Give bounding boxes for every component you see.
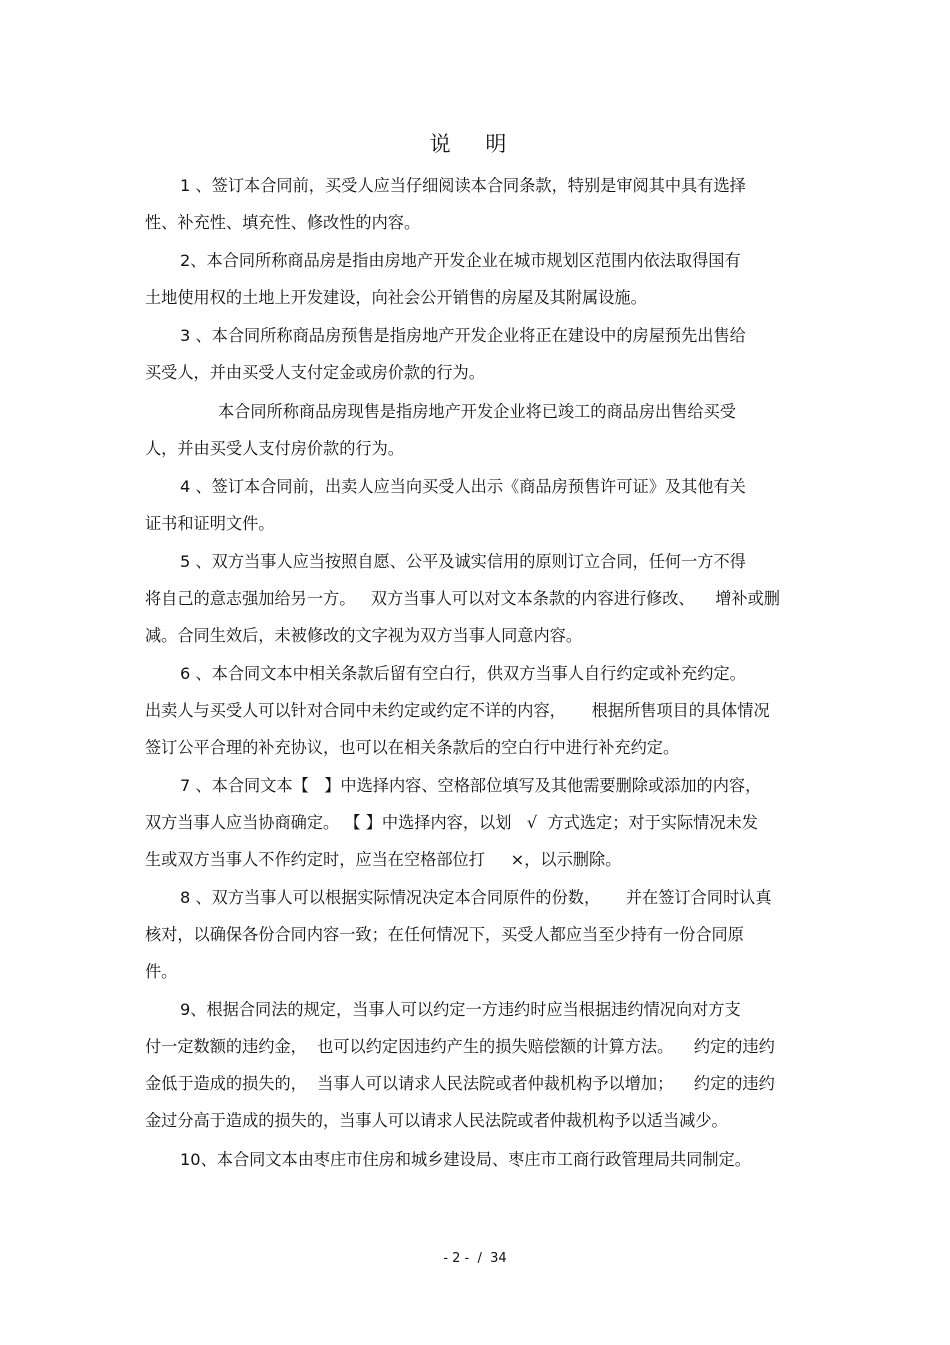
text-line: 付一定数额的违约金， 也可以约定因违约产生的损失赔偿额的计算方法。 约定的违约 [145, 1037, 775, 1056]
text-line: 签订公平合理的补充协议，也可以在相关条款后的空白行中进行补充约定。 [145, 738, 680, 757]
text-line: 证书和证明文件。 [145, 514, 275, 533]
text-line: 生或双方当事人不作约定时，应当在空格部位打 ×，以示删除。 [145, 850, 622, 869]
text-line: 4 、签订本合同前，出卖人应当向买受人出示《商品房预售许可证》及其他有关 [180, 477, 746, 496]
text-line: 1 、签订本合同前，买受人应当仔细阅读本合同条款，特别是审阅其中具有选择 [180, 176, 746, 195]
text-line: 将自己的意志强加给另一方。 双方当事人可以对文本条款的内容进行修改、 增补或删 [145, 589, 780, 608]
text-line: 2、本合同所称商品房是指由房地产开发企业在城市规划区范围内依法取得国有 [180, 251, 741, 270]
text-line: 出卖人与买受人可以针对合同中未约定或约定不详的内容， 根据所售项目的具体情况 [145, 701, 770, 720]
text-line: 减。合同生效后，未被修改的文字视为双方当事人同意内容。 [145, 626, 583, 645]
text-line: 9、根据合同法的规定，当事人可以约定一方违约时应当根据违约情况向对方支 [180, 1000, 741, 1019]
text-line: 核对，以确保各份合同内容一致；在任何情况下，买受人都应当至少持有一份合同原 [145, 925, 744, 944]
text-line: 件。 [145, 962, 178, 981]
page-title: 说 明 [429, 132, 521, 156]
text-line: 买受人，并由买受人支付定金或房价款的行为。 [145, 363, 485, 382]
text-line: 6 、本合同文本中相关条款后留有空白行，供双方当事人自行约定或补充约定。 [180, 664, 746, 683]
text-line: 土地使用权的土地上开发建设，向社会公开销售的房屋及其附属设施。 [145, 288, 647, 307]
page-number: - 2 - / 34 [443, 1251, 507, 1266]
text-line: 金过分高于造成的损失的，当事人可以请求人民法院或者仲裁机构予以适当减少。 [145, 1111, 728, 1130]
text-line: 8 、双方当事人可以根据实际情况决定本合同原件的份数， 并在签订合同时认真 [180, 888, 772, 907]
text-line: 10、本合同文本由枣庄市住房和城乡建设局、枣庄市工商行政管理局共同制定。 [180, 1150, 751, 1169]
text-line: 双方当事人应当协商确定。 【 】中选择内容，以划 √ 方式选定；对于实际情况未发 [145, 813, 758, 832]
text-line: 金低于造成的损失的， 当事人可以请求人民法院或者仲裁机构予以增加； 约定的违约 [145, 1074, 775, 1093]
text-line: 3 、本合同所称商品房预售是指房地产开发企业将正在建设中的房屋预先出售给 [180, 326, 746, 345]
text-line: 本合同所称商品房现售是指房地产开发企业将已竣工的商品房出售给买受 [218, 402, 736, 421]
text-line: 人，并由买受人支付房价款的行为。 [145, 439, 404, 458]
text-line: 性、补充性、填充性、修改性的内容。 [145, 213, 421, 232]
text-line: 7 、本合同文本【 】中选择内容、空格部位填写及其他需要删除或添加的内容， [180, 776, 762, 795]
text-line: 5 、双方当事人应当按照自愿、公平及诚实信用的原则订立合同，任何一方不得 [180, 552, 746, 571]
